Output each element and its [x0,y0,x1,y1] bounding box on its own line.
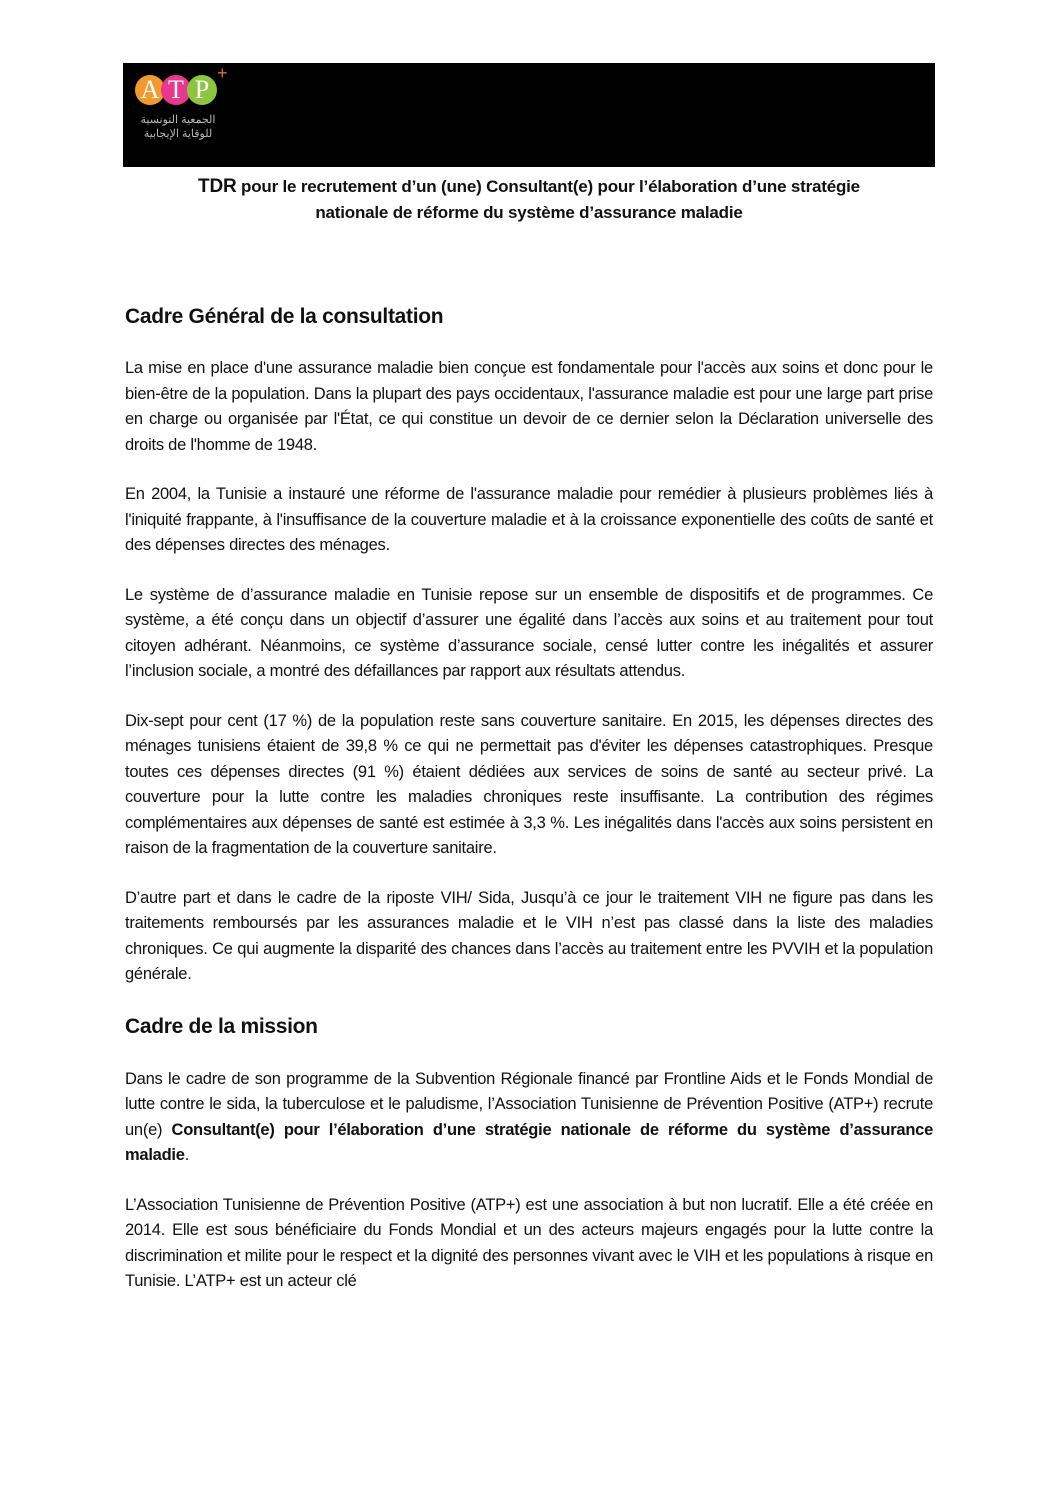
title-line-1 [123,174,935,200]
logo-letter-t: T [161,75,191,105]
title-tdr: TDR [198,176,237,197]
paragraph: D’autre part et dans le cadre de la riposte VIH/ Sida, Jusqu’à ce jour le traitement VIH ne figure pas dans les traitements remboursés par les assurances maladie et le VIH n’est pas classé dans la liste des maladies chroniques. Ce qui augmente la disparité des chances dans l’accès au traitement entre les PVVIH et la population générale. [125,888,933,983]
paragraph-mission [125,1067,933,1169]
mission-text: Dans le cadre de son programme de la Subvention Régionale financé par Frontline Aids et le Fonds Mondial de lutte contre le sida, la tuberculose et le paludisme, l’Association Tunisienne de Prévention Positive (ATP+) recrute un(e) [125,1069,933,1139]
atp-logo [131,63,231,149]
paragraph-association: L’Association Tunisienne de Prévention Positive (ATP+) est une association à but non lucratif. Elle a été créée en 2014. Elle est sous bénéficiaire du Fonds Mondial et un des acteurs majeurs engagés pour la lutte contre la discrimination et milite pour le respect et la dignité des personnes vivant avec le VIH et les populations à risque en Tunisie. L’ATP+ est un acteur clé [125,1195,933,1290]
section-heading-cadre-mission: Cadre de la mission [125,1014,318,1038]
paragraph: Le système de d’assurance maladie en Tunisie repose sur un ensemble de dispositifs et de programmes. Ce système, a été conçu dans un objectif d’assurer une égalité dans l’accès aux soins et au traitement pour tout citoyen adhérant. Néanmoins, ce système d’assurance sociale, censé lutter contre les inégalités et assurer l’inclusion sociale, a montré des défaillances par rapport aux résultats attendus. [125,585,933,680]
paragraph: Dix-sept pour cent (17 %) de la population reste sans couverture sanitaire. En 2015, les dépenses directes des ménages tunisiens étaient de 39,8 % ce qui ne permettait pas d'éviter les dépenses catastrophiques. Presque toutes ces dépenses directes (91 %) étaient dédiées aux services de soins de santé au secteur privé. La couverture pour la lutte contre les maladies chroniques reste insuffisante. La contribution des régimes complémentaires aux dépenses de santé est estimée à 3,3 %. Les inégalités dans l'accès aux soins persistent en raison de la fragmentation de la couverture sanitaire. [125,711,933,857]
logo-arabic-text [133,113,223,141]
paragraph: En 2004, la Tunisie a instauré une réforme de l'assurance maladie pour remédier à plusieurs problèmes liés à l'iniquité frappante, à l'insuffisance de la couverture maladie et à la croissance exponentielle des coûts de santé et des dépenses directes des ménages. [125,485,933,554]
document-title [123,174,935,226]
paragraph: La mise en place d'une assurance maladie bien conçue est fondamentale pour l'accès aux soins et donc pour le bien-être de la population. Dans la plupart des pays occidentaux, l'assurance maladie est pour une large part prise en charge ou organisée par l'État, ce qui constitue un devoir de ce dernier selon la Déclaration universelle des droits de l'homme de 1948. [125,359,933,454]
title-line-2: nationale de réforme du système d’assurance maladie [315,203,743,222]
title-line1-rest: pour le recrutement d’un (une) Consultant(e) pour l’élaboration d’une stratégie [236,177,860,196]
mission-end: . [184,1146,190,1164]
logo-letter-p: P [187,75,217,105]
logo-arabic-line1: الجمعية التونسية [140,114,216,126]
logo-arabic-line2: للوقاية الإيجابية [143,128,213,140]
section-heading-cadre-general: Cadre Général de la consultation [125,305,444,328]
header-banner [123,63,935,167]
logo-letter-a: A [135,75,165,105]
logo-plus-icon: + [217,63,228,83]
mission-bold-text: Consultant(e) pour l’élaboration d’une stratégie nationale de réforme du système d’assurance maladie [125,1120,933,1164]
document-body [125,302,933,1295]
